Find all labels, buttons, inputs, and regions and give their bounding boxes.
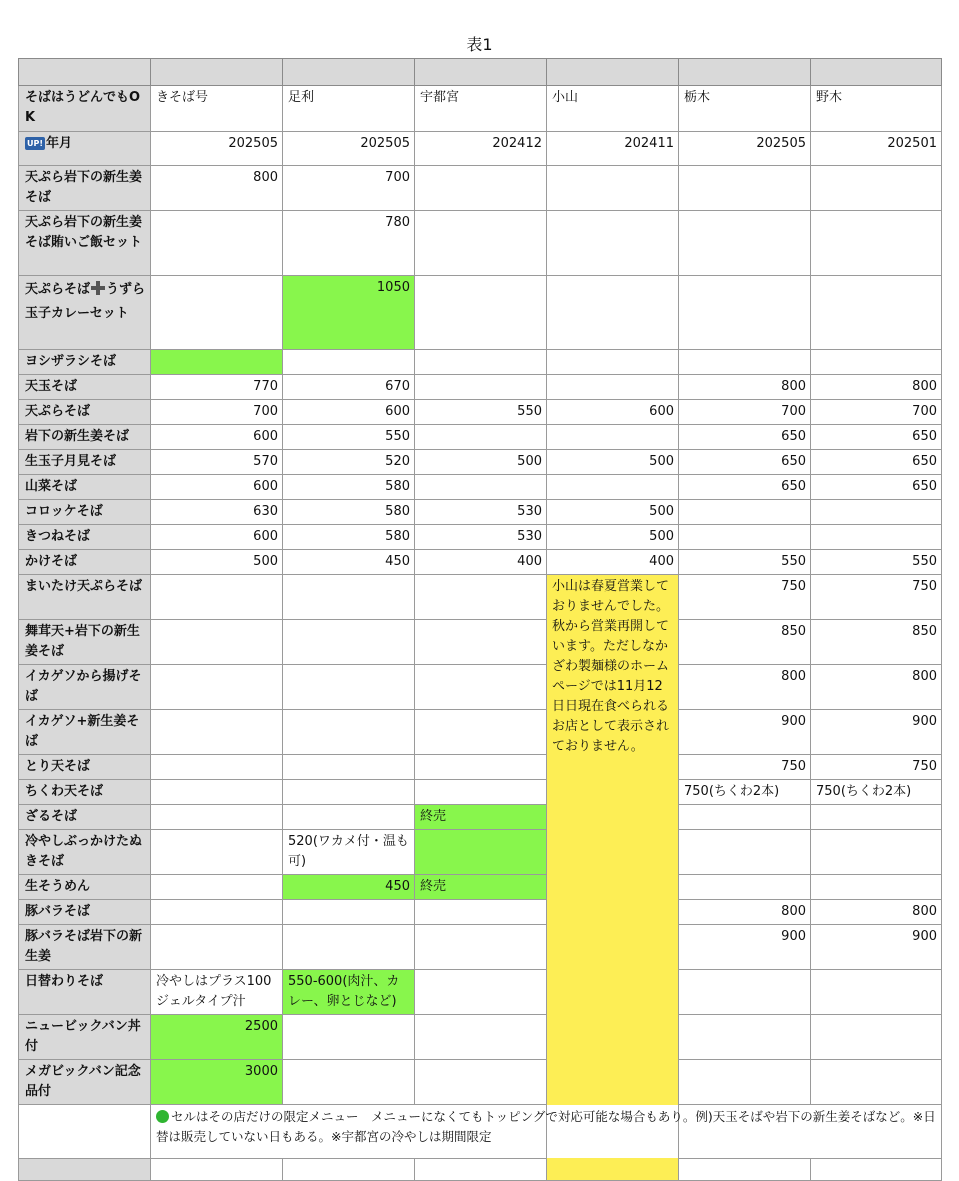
price-cell-limited: 550-600(肉汁、カレー、卵とじなど) <box>283 970 415 1015</box>
price-cell <box>151 755 283 780</box>
price-cell: 900 <box>679 925 811 970</box>
price-cell-limited: 3000 <box>151 1060 283 1105</box>
price-cell <box>415 970 547 1015</box>
price-cell: 850 <box>811 620 942 665</box>
date-cell: 202411 <box>547 132 679 166</box>
menu-row <box>19 780 942 805</box>
menu-label: コロッケそば <box>19 500 151 525</box>
price-cell <box>151 276 283 350</box>
price-cell <box>811 875 942 900</box>
price-cell: 650 <box>811 475 942 500</box>
footnote: セルはその店だけの限定メニュー メニューになくてもトッピングで対応可能な場合もあり。例)天玉そばや岩下の新生姜そばなど。※日替は販売していない日もある。※宇都宮の冷やしは期間限定 <box>151 1105 942 1159</box>
blank-header-row <box>19 59 942 86</box>
price-cell <box>415 575 547 620</box>
price-cell <box>811 805 942 830</box>
menu-label: イカゲソから揚げそば <box>19 665 151 710</box>
price-cell: 580 <box>283 475 415 500</box>
price-cell <box>415 710 547 755</box>
price-cell-limited: 終売 <box>415 805 547 830</box>
price-cell <box>151 925 283 970</box>
price-cell: 800 <box>679 900 811 925</box>
price-cell: 500 <box>415 450 547 475</box>
price-cell: 400 <box>415 550 547 575</box>
price-cell: 550 <box>811 550 942 575</box>
price-cell: 850 <box>679 620 811 665</box>
menu-label: きつねそば <box>19 525 151 550</box>
price-cell <box>283 665 415 710</box>
price-cell <box>547 166 679 211</box>
price-cell-limited <box>151 350 283 375</box>
date-cell: 202505 <box>283 132 415 166</box>
footnote-row <box>19 1105 942 1159</box>
price-cell <box>679 350 811 375</box>
price-cell <box>679 805 811 830</box>
price-cell <box>811 1060 942 1105</box>
menu-row <box>19 400 942 425</box>
date-cell: 202505 <box>151 132 283 166</box>
price-cell <box>151 805 283 830</box>
price-cell: 700 <box>679 400 811 425</box>
price-cell: 670 <box>283 375 415 400</box>
price-cell <box>415 375 547 400</box>
date-row-label: UP! 年月 <box>19 132 151 166</box>
price-cell: 900 <box>679 710 811 755</box>
price-cell <box>679 500 811 525</box>
menu-label: 生玉子月見そば <box>19 450 151 475</box>
price-cell: 500 <box>547 525 679 550</box>
menu-row <box>19 425 942 450</box>
price-cell: 750 <box>679 755 811 780</box>
price-cell: 700 <box>283 166 415 211</box>
price-cell <box>811 525 942 550</box>
menu-row <box>19 1060 942 1105</box>
price-cell <box>283 620 415 665</box>
menu-row <box>19 755 942 780</box>
price-cell <box>679 970 811 1015</box>
price-cell <box>283 1060 415 1105</box>
price-cell <box>679 276 811 350</box>
price-cell <box>811 830 942 875</box>
price-cell <box>415 350 547 375</box>
price-cell: 580 <box>283 500 415 525</box>
store-utsunomiya: 宇都宮 <box>415 86 547 132</box>
menu-row <box>19 475 942 500</box>
price-cell <box>415 211 547 276</box>
price-cell: 750 <box>679 575 811 620</box>
menu-label: メガビックバン記念品付 <box>19 1060 151 1105</box>
menu-label: 天ぷらそば <box>19 400 151 425</box>
price-cell-limited: 450 <box>283 875 415 900</box>
menu-row <box>19 350 942 375</box>
price-cell <box>415 900 547 925</box>
price-cell <box>283 805 415 830</box>
price-cell: 550 <box>283 425 415 450</box>
price-cell: 780 <box>283 211 415 276</box>
price-cell <box>679 1015 811 1060</box>
price-cell <box>283 350 415 375</box>
price-cell <box>679 875 811 900</box>
price-cell <box>679 525 811 550</box>
price-cell: 630 <box>151 500 283 525</box>
menu-label: ヨシザラシそば <box>19 350 151 375</box>
price-cell <box>283 780 415 805</box>
price-cell: 580 <box>283 525 415 550</box>
store-kisoba: きそば号 <box>151 86 283 132</box>
price-cell: 400 <box>547 550 679 575</box>
menu-label: 舞茸天+岩下の新生姜そば <box>19 620 151 665</box>
price-cell <box>151 575 283 620</box>
soba-price-table <box>18 58 942 1181</box>
green-circle-icon <box>156 1110 169 1123</box>
price-cell: 600 <box>547 400 679 425</box>
price-cell: 900 <box>811 710 942 755</box>
price-cell <box>547 425 679 450</box>
price-cell: 冷やしはプラス100ジェルタイプ汁 <box>151 970 283 1015</box>
menu-label: とり天そば <box>19 755 151 780</box>
menu-label: 生そうめん <box>19 875 151 900</box>
price-cell <box>415 755 547 780</box>
menu-label: ニュービックバン丼付 <box>19 1015 151 1060</box>
price-cell: 450 <box>283 550 415 575</box>
menu-row <box>19 665 942 710</box>
menu-row <box>19 166 942 211</box>
price-cell <box>151 211 283 276</box>
date-row <box>19 132 942 166</box>
price-cell: 750(ちくわ2本) <box>679 780 811 805</box>
price-cell <box>547 375 679 400</box>
price-cell <box>547 276 679 350</box>
menu-row <box>19 575 942 620</box>
price-cell <box>547 211 679 276</box>
date-cell: 202412 <box>415 132 547 166</box>
price-cell-limited <box>415 830 547 875</box>
store-nogi: 野木 <box>811 86 942 132</box>
menu-row <box>19 900 942 925</box>
store-oyama: 小山 <box>547 86 679 132</box>
price-cell <box>679 830 811 875</box>
store-tochigi: 栃木 <box>679 86 811 132</box>
menu-label: ざるそば <box>19 805 151 830</box>
menu-label: 豚バラそば岩下の新生姜 <box>19 925 151 970</box>
price-cell: 530 <box>415 525 547 550</box>
price-cell <box>151 875 283 900</box>
date-cell: 202501 <box>811 132 942 166</box>
price-cell <box>283 755 415 780</box>
price-cell: 900 <box>811 925 942 970</box>
price-cell-limited: 終売 <box>415 875 547 900</box>
price-cell <box>679 1060 811 1105</box>
price-cell: 570 <box>151 450 283 475</box>
price-cell <box>415 425 547 450</box>
menu-label: 天ぷら岩下の新生姜そば <box>19 166 151 211</box>
price-cell <box>811 211 942 276</box>
price-cell <box>415 166 547 211</box>
price-cell <box>283 575 415 620</box>
menu-row <box>19 211 942 276</box>
menu-row <box>19 925 942 970</box>
price-cell <box>811 276 942 350</box>
price-cell <box>547 350 679 375</box>
price-cell <box>415 780 547 805</box>
menu-label: 天ぷらそば うずら玉子カレーセット <box>19 276 151 350</box>
menu-label: 冷やしぶっかけたぬきそば <box>19 830 151 875</box>
price-cell: 800 <box>811 665 942 710</box>
menu-row <box>19 450 942 475</box>
price-cell: 650 <box>679 475 811 500</box>
price-cell: 800 <box>151 166 283 211</box>
menu-row <box>19 970 942 1015</box>
date-cell: 202505 <box>679 132 811 166</box>
price-cell: 520 <box>283 450 415 475</box>
menu-label: 豚バラそば <box>19 900 151 925</box>
price-cell: 750 <box>811 575 942 620</box>
price-cell <box>151 900 283 925</box>
blank-footer-row <box>19 1159 942 1181</box>
price-cell <box>151 780 283 805</box>
price-cell <box>151 830 283 875</box>
price-cell <box>283 1015 415 1060</box>
menu-label: 日替わりそば <box>19 970 151 1015</box>
price-cell: 520(ワカメ付・温も可) <box>283 830 415 875</box>
menu-row <box>19 1015 942 1060</box>
corner-label: そばはうどんでもOK <box>19 86 151 132</box>
menu-row <box>19 525 942 550</box>
price-cell: 600 <box>151 525 283 550</box>
plus-icon <box>91 281 105 295</box>
price-cell: 600 <box>151 425 283 450</box>
price-cell: 750(ちくわ2本) <box>811 780 942 805</box>
menu-row <box>19 875 942 900</box>
price-cell <box>415 665 547 710</box>
price-cell <box>415 276 547 350</box>
menu-row <box>19 710 942 755</box>
price-cell <box>415 925 547 970</box>
price-cell <box>151 665 283 710</box>
up-badge-icon: UP! <box>27 139 44 148</box>
menu-label: ちくわ天そば <box>19 780 151 805</box>
store-ashikaga: 足利 <box>283 86 415 132</box>
price-cell <box>283 925 415 970</box>
price-cell <box>415 475 547 500</box>
price-cell <box>415 620 547 665</box>
price-cell: 600 <box>283 400 415 425</box>
price-cell <box>679 211 811 276</box>
price-cell: 500 <box>547 500 679 525</box>
price-cell-limited: 2500 <box>151 1015 283 1060</box>
price-cell: 800 <box>811 900 942 925</box>
menu-row <box>19 550 942 575</box>
menu-label: 天ぷら岩下の新生姜そば賄いご飯セット <box>19 211 151 276</box>
price-cell-limited: 1050 <box>283 276 415 350</box>
price-cell: 750 <box>811 755 942 780</box>
price-cell: 530 <box>415 500 547 525</box>
price-cell: 550 <box>415 400 547 425</box>
price-cell: 800 <box>679 375 811 400</box>
price-cell: 650 <box>811 425 942 450</box>
menu-row <box>19 276 942 350</box>
price-cell: 650 <box>679 425 811 450</box>
price-cell: 800 <box>811 375 942 400</box>
price-cell: 650 <box>811 450 942 475</box>
oyama-note: 小山は春夏営業しておりませんでした。秋から営業再開しています。ただしなかざわ製麺様のホームページでは11月12日日現在食べられるお店として表示されておりません。 <box>547 575 679 1181</box>
price-cell <box>811 166 942 211</box>
price-cell <box>811 500 942 525</box>
price-cell: 800 <box>679 665 811 710</box>
menu-row <box>19 830 942 875</box>
store-header-row <box>19 86 942 132</box>
price-cell: 700 <box>811 400 942 425</box>
menu-label: かけそば <box>19 550 151 575</box>
price-cell: 650 <box>679 450 811 475</box>
price-cell <box>415 1015 547 1060</box>
price-cell <box>811 1015 942 1060</box>
menu-label: 山菜そば <box>19 475 151 500</box>
price-cell <box>283 710 415 755</box>
menu-row <box>19 500 942 525</box>
price-cell <box>151 620 283 665</box>
menu-label: まいたけ天ぷらそば <box>19 575 151 620</box>
price-cell: 550 <box>679 550 811 575</box>
menu-row <box>19 805 942 830</box>
table-title: 表1 <box>466 35 493 54</box>
price-cell <box>811 350 942 375</box>
menu-row <box>19 620 942 665</box>
price-cell: 500 <box>151 550 283 575</box>
price-cell <box>679 166 811 211</box>
price-cell: 700 <box>151 400 283 425</box>
price-cell: 770 <box>151 375 283 400</box>
menu-label: イカゲソ+新生姜そば <box>19 710 151 755</box>
price-cell <box>811 970 942 1015</box>
price-cell <box>547 475 679 500</box>
price-cell <box>283 900 415 925</box>
price-cell <box>151 710 283 755</box>
price-cell: 600 <box>151 475 283 500</box>
price-cell: 500 <box>547 450 679 475</box>
menu-row <box>19 375 942 400</box>
menu-label: 岩下の新生姜そば <box>19 425 151 450</box>
price-cell <box>415 1060 547 1105</box>
menu-label: 天玉そば <box>19 375 151 400</box>
